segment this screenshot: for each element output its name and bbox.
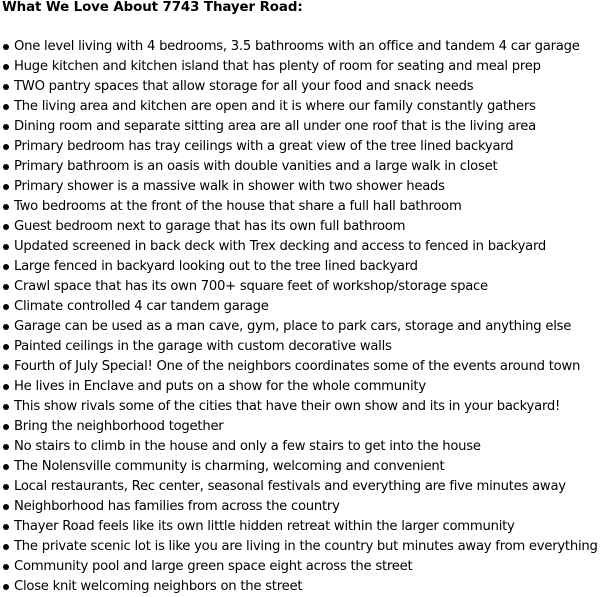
list-item-text: Primary bedroom has tray ceilings with a great view of the tree lined backyard — [14, 139, 514, 154]
list-item-text: Primary shower is a massive walk in shower with two shower heads — [14, 179, 445, 194]
bullet-icon — [3, 324, 9, 330]
list-item — [0, 257, 598, 277]
list-item — [0, 297, 598, 317]
bullet-icon — [3, 524, 9, 530]
bullet-icon — [3, 264, 9, 270]
list-item — [0, 477, 598, 497]
bullet-icon — [3, 584, 9, 590]
list-item-text: Huge kitchen and kitchen island that has plenty of room for seating and meal prep — [14, 59, 541, 74]
list-item-text: Large fenced in backyard looking out to the tree lined backyard — [14, 259, 418, 274]
bullet-icon — [3, 384, 9, 390]
bullet-icon — [3, 124, 9, 130]
list-item — [0, 97, 598, 117]
list-item — [0, 277, 598, 297]
list-item — [0, 357, 598, 377]
list-item-text: Garage can be used as a man cave, gym, place to park cars, storage and anything else — [14, 319, 572, 334]
list-item-text: Updated screened in back deck with Trex decking and access to fenced in backyard — [14, 239, 547, 254]
list-item — [0, 317, 598, 337]
bullet-icon — [3, 284, 9, 290]
list-item — [0, 217, 598, 237]
list-item-text: The living area and kitchen are open and it is where our family constantly gathers — [14, 99, 536, 114]
bullet-icon — [3, 104, 9, 110]
list-item — [0, 117, 598, 137]
bullet-icon — [3, 504, 9, 510]
bullet-icon — [3, 184, 9, 190]
list-item — [0, 137, 598, 157]
list-item — [0, 517, 598, 537]
bullet-icon — [3, 484, 9, 490]
list-item — [0, 237, 598, 257]
list-item-text: Dining room and separate sitting area are all under one roof that is the living area — [14, 119, 536, 134]
list-item-text: Neighborhood has families from across the country — [14, 499, 340, 514]
feature-list — [0, 37, 598, 597]
list-item — [0, 77, 598, 97]
list-item — [0, 557, 598, 577]
list-item-text: Guest bedroom next to garage that has its own full bathroom — [14, 219, 406, 234]
bullet-icon — [3, 224, 9, 230]
bullet-icon — [3, 144, 9, 150]
list-item — [0, 437, 598, 457]
list-item-text: The private scenic lot is like you are living in the country but minutes away from everything — [14, 539, 598, 554]
list-item-text: The Nolensville community is charming, welcoming and convenient — [14, 459, 445, 474]
bullet-icon — [3, 344, 9, 350]
bullet-icon — [3, 464, 9, 470]
list-item — [0, 377, 598, 397]
list-item-text: Climate controlled 4 car tandem garage — [14, 299, 269, 314]
list-item-text: No stairs to climb in the house and only a few stairs to get into the house — [14, 439, 481, 454]
bullet-icon — [3, 404, 9, 410]
bullet-icon — [3, 304, 9, 310]
bullet-icon — [3, 424, 9, 430]
list-item — [0, 177, 598, 197]
list-item-text: Bring the neighborhood together — [14, 419, 224, 434]
bullet-icon — [3, 444, 9, 450]
list-item — [0, 537, 598, 557]
list-item-text: He lives in Enclave and puts on a show for the whole community — [14, 379, 426, 394]
list-item-text: TWO pantry spaces that allow storage for all your food and snack needs — [14, 79, 474, 94]
bullet-icon — [3, 564, 9, 570]
bullet-icon — [3, 164, 9, 170]
bullet-icon — [3, 544, 9, 550]
list-item-text: Local restaurants, Rec center, seasonal festivals and everything are five minutes away — [14, 479, 566, 494]
list-item-text: Two bedrooms at the front of the house that share a full hall bathroom — [14, 199, 462, 214]
list-item-text: Thayer Road feels like its own little hidden retreat within the larger community — [14, 519, 515, 534]
bullet-icon — [3, 84, 9, 90]
list-item-text: Primary bathroom is an oasis with double vanities and a large walk in closet — [14, 159, 498, 174]
list-item — [0, 417, 598, 437]
list-item-text: One level living with 4 bedrooms, 3.5 bathrooms with an office and tandem 4 car garage — [14, 39, 580, 54]
list-item — [0, 37, 598, 57]
bullet-icon — [3, 44, 9, 50]
list-item — [0, 497, 598, 517]
list-item-text: Fourth of July Special! One of the neighbors coordinates some of the events around town — [14, 359, 581, 374]
list-item — [0, 457, 598, 477]
list-item — [0, 577, 598, 597]
list-item-text: This show rivals some of the cities that have their own show and its in your backyard! — [14, 399, 561, 414]
list-item-text: Painted ceilings in the garage with custom decorative walls — [14, 339, 392, 354]
list-item — [0, 157, 598, 177]
bullet-icon — [3, 244, 9, 250]
list-item — [0, 337, 598, 357]
list-item — [0, 397, 598, 417]
list-item — [0, 57, 598, 77]
bullet-icon — [3, 64, 9, 70]
list-item-text: Close knit welcoming neighbors on the street — [14, 579, 303, 594]
list-item — [0, 197, 598, 217]
document-title: What We Love About 7743 Thayer Road: — [2, 0, 303, 15]
list-item-text: Community pool and large green space eight across the street — [14, 559, 413, 574]
bullet-icon — [3, 364, 9, 370]
list-item-text: Crawl space that has its own 700+ square feet of workshop/storage space — [14, 279, 488, 294]
bullet-icon — [3, 204, 9, 210]
